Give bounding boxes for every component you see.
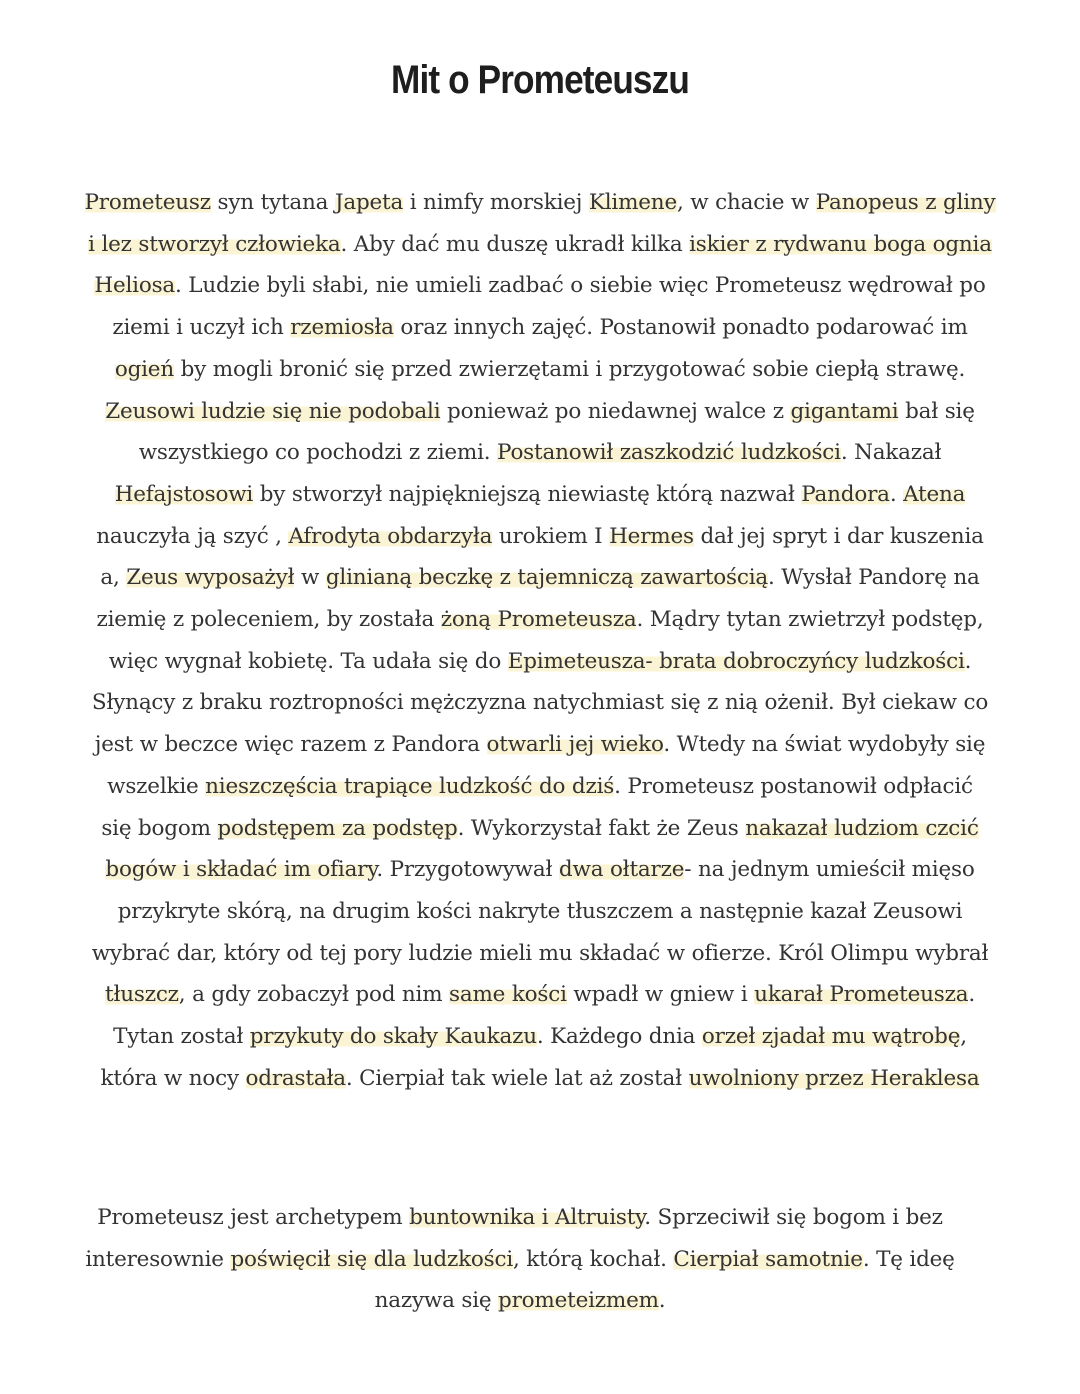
text-segment: bał się [898, 398, 975, 424]
text-line [30, 891, 1050, 933]
highlighted-phrase: Klimene [588, 190, 677, 215]
text-segment: . [968, 982, 975, 1008]
highlighted-phrase: nieszczęścia trapiące ludzkość do dziś [205, 773, 615, 799]
text-line [30, 265, 1050, 307]
text-line [30, 391, 1050, 433]
highlighted-phrase: Afrodyta obdarzyła [288, 523, 493, 549]
summary-paragraph [20, 1197, 1020, 1322]
text-line [30, 599, 1050, 641]
highlighted-phrase: otwarli jej wieko [486, 732, 664, 758]
highlighted-phrase: prometeizmem [498, 1288, 659, 1314]
text-segment: . [964, 648, 972, 674]
text-segment: . Ludzie byli słabi, nie umieli zadbać o siebie więc Prometeusz wędrował po [175, 273, 986, 299]
text-segment: , w chacie w [676, 190, 816, 215]
text-segment: Prometeusz jest archetypem [97, 1205, 410, 1230]
text-segment: . Przygotowywał [376, 857, 559, 883]
text-segment: się bogom [101, 815, 218, 841]
text-segment: i nimfy morskiej [403, 190, 589, 215]
text-segment: nauczyła ją szyć , [96, 523, 289, 549]
text-segment: , [960, 1024, 967, 1050]
text-segment: . Wykorzystał fakt że Zeus [457, 815, 746, 841]
highlighted-phrase: bogów i składać im ofiary [105, 857, 377, 883]
highlighted-phrase: Panopeus z gliny [815, 190, 996, 215]
myth-paragraph [30, 182, 1050, 1099]
text-line [30, 557, 1050, 599]
highlighted-phrase: buntownika i Altruisty [409, 1205, 645, 1230]
text-segment: . Wysłał Pandorę na [768, 565, 980, 591]
highlighted-phrase: Epimeteusza- brata dobroczyńcy ludzkości [507, 648, 965, 674]
text-line [30, 432, 1050, 474]
text-segment: wpadł w gniew i [566, 982, 755, 1008]
text-segment: jest w beczce więc razem z Pandora [94, 732, 487, 758]
highlighted-phrase: nie podobali [308, 398, 441, 424]
text-segment: nazywa się [374, 1288, 499, 1314]
highlighted-phrase: tłuszcz [105, 982, 179, 1008]
highlighted-phrase: ogień [114, 356, 174, 382]
highlighted-phrase: Postanowił zaszkodzić ludzkości [497, 440, 841, 466]
text-line [30, 849, 1050, 891]
highlighted-phrase: uwolniony przez Heraklesa [688, 1065, 980, 1091]
highlighted-phrase: dwa ołtarze [558, 857, 685, 883]
text-segment: . [889, 481, 904, 507]
text-line [20, 1239, 1020, 1281]
text-line [20, 1197, 1020, 1239]
text-line [30, 933, 1050, 975]
text-segment: a, [100, 565, 127, 591]
highlighted-phrase: podstępem za podstęp [217, 815, 458, 841]
text-segment: . Sprzeciwił się bogom i bez [644, 1205, 943, 1230]
text-segment: . Cierpiał tak wiele lat aż został [345, 1065, 689, 1091]
text-line [30, 974, 1050, 1016]
text-segment: wszystkiego co pochodzi z ziemi. [138, 440, 498, 466]
highlighted-phrase: ukarał Prometeusza [754, 982, 969, 1008]
highlighted-phrase: gigantami [790, 398, 899, 424]
text-segment: przykryte skórą, na drugim kości nakryte tłuszczem a następnie kazał Zeusowi [117, 898, 963, 924]
text-segment: ziemię z poleceniem, by została [96, 607, 441, 633]
highlighted-phrase: Japeta [334, 190, 404, 215]
text-segment: Słynący z braku roztropności mężczyzna natychmiast się z nią ożenił. Był ciekaw co [91, 690, 989, 716]
text-line [30, 1058, 1050, 1100]
text-line [30, 682, 1050, 724]
highlighted-phrase: Heliosa [94, 273, 176, 299]
text-segment: Tytan został [113, 1024, 250, 1050]
highlighted-phrase: poświęcił się dla ludzkości [230, 1246, 514, 1272]
text-line [30, 516, 1050, 558]
text-segment: , a gdy zobaczył pod nim [178, 982, 450, 1008]
text-segment: by stworzył najpiękniejszą niewiastę którą nazwał [253, 481, 802, 507]
text-line [30, 724, 1050, 766]
highlighted-phrase: żoną Prometeusza [440, 607, 637, 633]
text-segment: , którą kochał. [513, 1246, 674, 1272]
highlighted-phrase: rzemiosła [290, 315, 394, 341]
text-line [30, 349, 1050, 391]
text-segment: . Każdego dnia [536, 1024, 702, 1050]
highlighted-phrase: Pandora [801, 481, 890, 507]
highlighted-phrase: nakazał ludziom czcić [745, 815, 979, 841]
text-segment: . Wtedy na świat wydobyły się [663, 732, 986, 758]
text-segment: urokiem I [492, 523, 610, 549]
highlighted-phrase: Prometeusz [84, 190, 211, 215]
text-line [30, 182, 1050, 224]
text-segment: interesownie [85, 1246, 231, 1272]
text-segment: ponieważ po niedawnej walce z [440, 398, 791, 424]
highlighted-phrase: same kości [449, 982, 567, 1008]
text-line [30, 224, 1050, 266]
highlighted-phrase: Zeusowi ludzie się [105, 398, 309, 424]
text-line [30, 1016, 1050, 1058]
text-line [30, 766, 1050, 808]
highlighted-phrase: glinianą beczkę z tajemniczą zawartością [325, 565, 768, 591]
text-segment: . Tę ideę [862, 1246, 955, 1272]
text-segment: wybrać dar, który od tej pory ludzie mieli mu składać w ofierze. Król Olimpu wybrał [91, 940, 989, 966]
text-segment: . Prometeusz postanowił odpłacić [614, 773, 973, 799]
text-line [30, 307, 1050, 349]
text-segment: . [658, 1288, 666, 1314]
text-segment: . Nakazał [840, 440, 942, 466]
text-segment: . Aby dać mu duszę ukradł kilka [340, 231, 690, 257]
text-segment: dał jej spryt i dar kuszenia [693, 523, 984, 549]
text-segment: syn tytana [210, 190, 335, 215]
highlighted-phrase: Zeus wyposażył [126, 565, 295, 591]
highlighted-phrase: Hermes [609, 523, 694, 549]
text-line [30, 474, 1050, 516]
text-segment: oraz innych zajęć. Postanowił ponadto podarować im [393, 315, 968, 341]
highlighted-phrase: Hefajstosowi [114, 481, 254, 507]
text-segment: która w nocy [100, 1065, 246, 1091]
highlighted-phrase: orzeł zjadał mu wątrobę [701, 1024, 961, 1050]
highlighted-phrase: przykuty do skały Kaukazu [249, 1024, 537, 1050]
text-segment: ziemi i uczył ich [112, 315, 291, 341]
text-line [20, 1280, 1020, 1322]
page-title: Mit o Prometeuszu [391, 58, 689, 102]
highlighted-phrase: odrastała [245, 1065, 346, 1091]
highlighted-phrase: Cierpiał samotnie [673, 1246, 863, 1272]
highlighted-phrase: i lez stworzył człowieka [88, 231, 341, 257]
text-segment: - na jednym umieścił mięso [684, 857, 975, 883]
text-segment: . Mądry tytan zwietrzył podstęp, [636, 607, 984, 633]
highlighted-phrase: iskier z rydwanu boga ognia [689, 231, 992, 257]
text-segment: by mogli bronić się przed zwierzętami i przygotować sobie ciepłą strawę. [173, 356, 966, 382]
text-segment: więc wygnał kobietę. Ta udała się do [108, 648, 508, 674]
text-segment: w [294, 565, 326, 591]
text-line [30, 808, 1050, 850]
highlighted-phrase: Atena [903, 481, 966, 507]
text-segment: wszelkie [107, 773, 206, 799]
text-line [30, 641, 1050, 683]
